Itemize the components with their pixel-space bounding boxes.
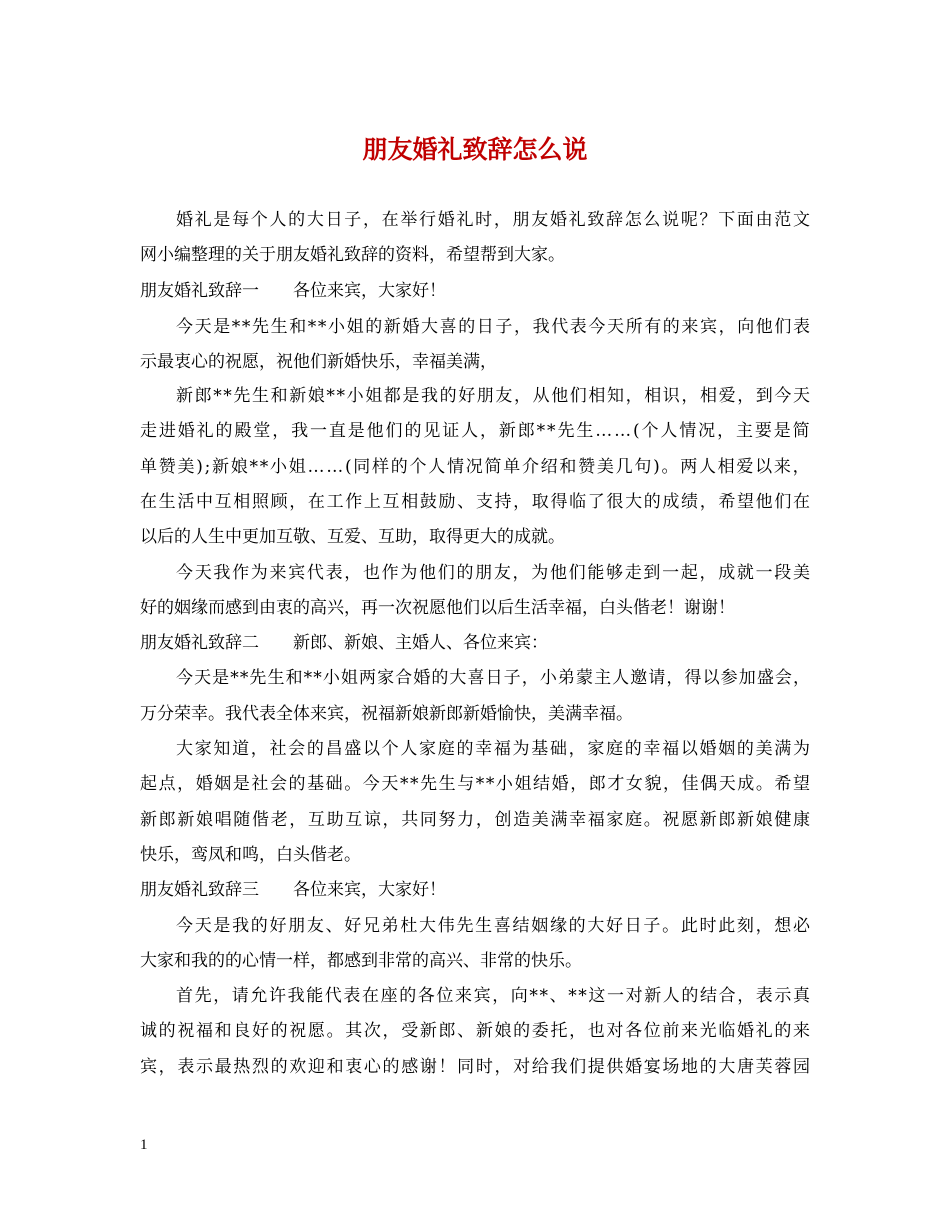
section-heading-line: 朋友婚礼致辞二 新郎、新娘、主婚人、各位来宾： <box>140 633 548 653</box>
paragraph-line: 示最衷心的祝愿，祝他们新婚快乐，幸福美满， <box>140 352 497 372</box>
paragraph-line: 大家和我的的心情一样，都感到非常的高兴、非常的快乐。 <box>140 951 582 971</box>
paragraph-line: 网小编整理的关于朋友婚礼致辞的资料，希望帮到大家。 <box>140 245 565 265</box>
paragraph-line: 今天是**先生和**小姐两家合婚的大喜日子，小弟蒙主人邀请，得以参加盛会， <box>176 668 812 688</box>
page-number: 1 <box>140 1137 148 1153</box>
paragraph-line: 单赞美);新娘**小姐……(同样的个人情况简单介绍和赞美几句)。两人相爱以来， <box>140 457 812 477</box>
paragraph-line: 新郎**先生和新娘**小姐都是我的好朋友，从他们相知，相识，相爱，到今天 <box>176 386 812 406</box>
paragraph-line: 婚礼是每个人的大日子，在举行婚礼时，朋友婚礼致辞怎么说呢？下面由范文 <box>176 210 812 230</box>
paragraph-line: 新郎新娘唱随偕老，互助互谅，共同努力，创造美满幸福家庭。祝愿新郎新娘健康 <box>140 810 812 830</box>
paragraph-line: 今天是**先生和**小姐的新婚大喜的日子，我代表今天所有的来宾，向他们表 <box>176 317 812 337</box>
paragraph-line: 快乐，鸾凤和鸣，白头偕老。 <box>140 845 361 865</box>
paragraph-line: 首先，请允许我能代表在座的各位来宾，向**、**这一对新人的结合，表示真 <box>176 986 812 1006</box>
paragraph-line: 今天我作为来宾代表，也作为他们的朋友，为他们能够走到一起，成就一段美 <box>176 563 812 583</box>
section-heading-line: 朋友婚礼致辞一 各位来宾，大家好！ <box>140 281 446 301</box>
paragraph-line: 今天是我的好朋友、好兄弟杜大伟先生喜结姻缘的大好日子。此时此刻，想必 <box>176 916 812 936</box>
paragraph-line: 以后的人生中更加互敬、互爱、互助，取得更大的成就。 <box>140 527 565 547</box>
document-title: 朋友婚礼致辞怎么说 <box>362 135 588 164</box>
paragraph-line: 好的姻缘而感到由衷的高兴，再一次祝愿他们以后生活幸福，白头偕老！谢谢！ <box>140 598 735 618</box>
paragraph-line: 万分荣幸。我代表全体来宾，祝福新娘新郎新婚愉快，美满幸福。 <box>140 704 633 724</box>
paragraph-line: 大家知道，社会的昌盛以个人家庭的幸福为基础，家庭的幸福以婚姻的美满为 <box>176 739 812 759</box>
paragraph-line: 宾，表示最热烈的欢迎和衷心的感谢！同时，对给我们提供婚宴场地的大唐芙蓉园 <box>140 1057 812 1077</box>
paragraph-line: 诚的祝福和良好的祝愿。其次，受新郎、新娘的委托，也对各位前来光临婚礼的来 <box>140 1021 812 1041</box>
paragraph-line: 在生活中互相照顾，在工作上互相鼓励、支持，取得临了很大的成绩，希望他们在 <box>140 492 812 512</box>
paragraph-line: 走进婚礼的殿堂，我一直是他们的见证人，新郎**先生……(个人情况，主要是简 <box>140 421 812 441</box>
section-heading-line: 朋友婚礼致辞三 各位来宾，大家好！ <box>140 880 446 900</box>
paragraph-line: 起点，婚姻是社会的基础。今天**先生与**小姐结婚，郎才女貌，佳偶天成。希望 <box>140 774 812 794</box>
